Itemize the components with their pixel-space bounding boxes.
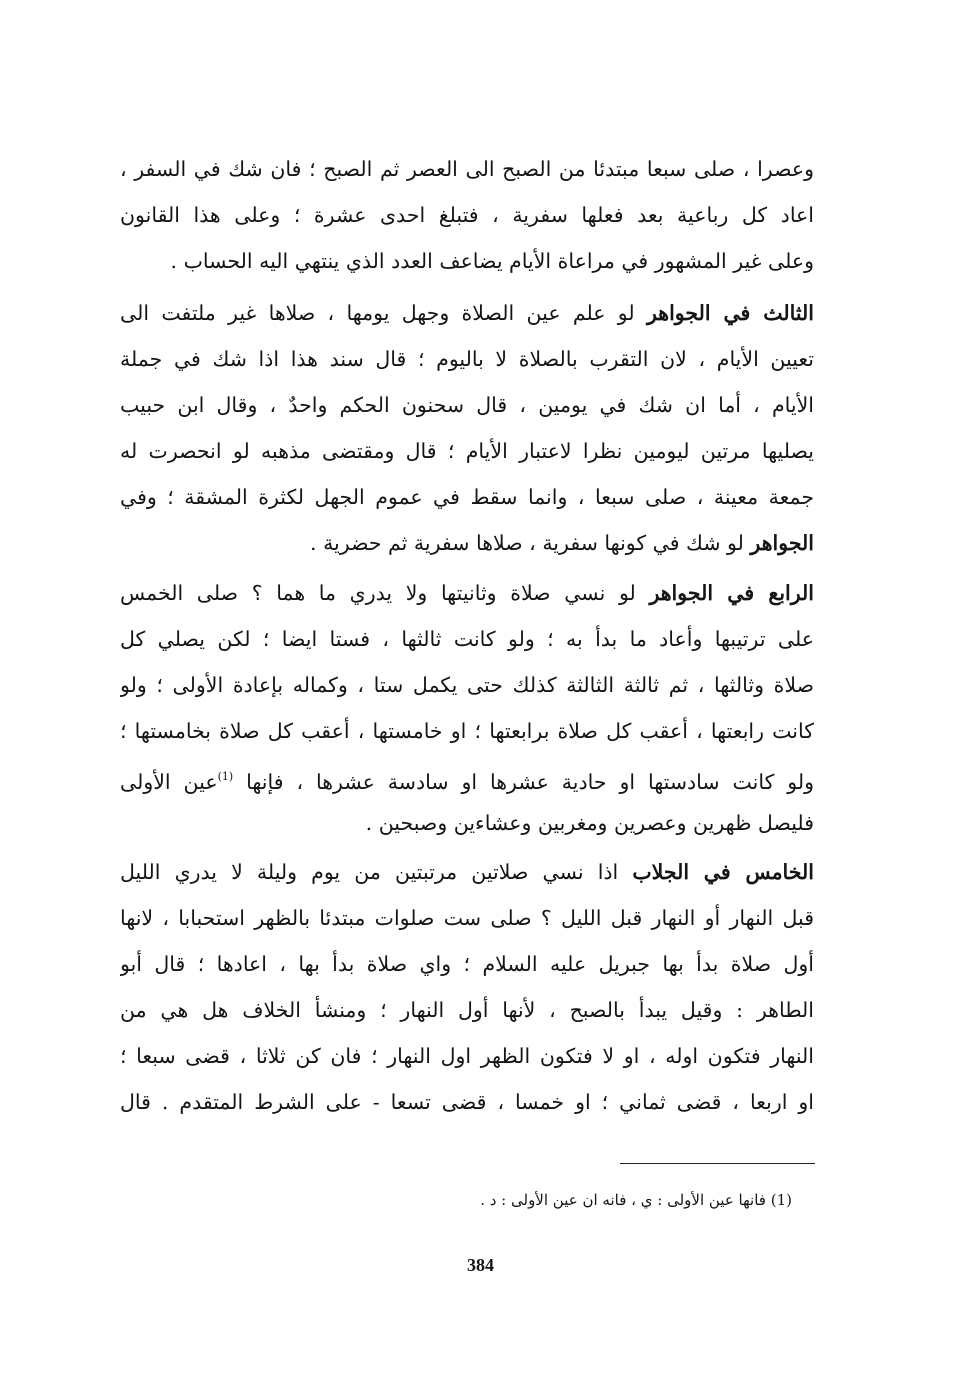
paragraph-heading: الخامس في الجلاب (632, 860, 814, 884)
text-line: أول صلاة بدأ بها جبريل عليه السلام ؛ واي صلاة بدأ بها ، اعادها ؛ قال أبو (120, 952, 814, 976)
text-line: فليصل ظهرين وعصرين ومغربين وعشاءين وصبحين . (365, 811, 814, 835)
text-line: قبل النهار أو النهار قبل الليل ؟ صلى ست صلوات مبتدئا بالظهر استحبابا ، لانها (120, 906, 814, 930)
text-line: تعيين الأيام ، لان التقرب بالصلاة لا باليوم ؛ قال سند هذا اذا شك في جملة (120, 347, 814, 371)
footnote-number: (1) (770, 1191, 792, 1209)
text-line: ولو كانت سادستها او حادية عشرها او سادسة عشرها ، فإنها $^{(1)}$عين الأولى (120, 770, 814, 794)
text-line: وعلى غير المشهور في مراعاة الأيام يضاعف العدد الذي ينتهي اليه الحساب . (170, 249, 814, 273)
text-line: صلاة وثالثها ، ثم ثالثة الثالثة كذلك حتى يكمل ستا ، وكماله بإعادة الأولى ؛ ولو (120, 673, 814, 697)
page-number: 384 (467, 1255, 494, 1275)
inline-heading: الجواهر (750, 531, 814, 555)
text-line: الجواهر لو شك في كونها سفرية ، صلاها سفرية ثم حضرية . (310, 531, 814, 555)
paragraph-heading: الرابع في الجواهر (649, 581, 814, 605)
footnote (300, 1185, 792, 1215)
footnote-text: فانها عين الأولى : ي ، فانه ان عين الأولى : د . (480, 1191, 766, 1209)
paragraph-heading: الثالث في الجواهر (646, 301, 814, 325)
footnote-reference[interactable]: (1) (217, 770, 234, 783)
text-line: الخامس في الجلاب اذا نسي صلاتين مرتبتين من يوم وليلة لا يدري الليل (120, 860, 814, 884)
paragraph-1 (120, 146, 814, 284)
text-line: او اربعا ، قضى ثماني ؛ او خمسا ، قضى تسعا - على الشرط المتقدم . قال (120, 1090, 814, 1114)
text-line: كانت رابعتها ، أعقب كل صلاة برابعتها ؛ او خامستها ، أعقب كل صلاة بخامستها ؛ (120, 719, 814, 743)
text-line: النهار فتكون اوله ، او لا فتكون الظهر اول النهار ؛ فان كن ثلاثا ، قضى سبعا ؛ (120, 1044, 814, 1068)
text-line: الأيام ، أما ان شك في يومين ، قال سحنون الحكم واحدٌ ، وقال ابن حبيب (120, 393, 814, 417)
text-line: جمعة معينة ، صلى سبعا ، وانما سقط في عموم الجهل لكثرة المشقة ؛ وفي (120, 485, 814, 509)
text-line: على ترتيبها وأعاد ما بدأ به ؛ ولو كانت ثالثها ، فستا ايضا ؛ لكن يصلي كل (120, 627, 814, 651)
footnote-separator (620, 1163, 815, 1164)
paragraph-3 (120, 570, 814, 846)
paragraph-4 (120, 849, 814, 1125)
text-line: وعصرا ، صلى سبعا مبتدئا من الصبح الى العصر ثم الصبح ؛ فان شك في السفر ، (120, 157, 814, 181)
text-line: الثالث في الجواهر لو علم عين الصلاة وجهل يومها ، صلاها غير ملتفت الى (120, 301, 814, 325)
text-line: الرابع في الجواهر لو نسي صلاة وثانيتها ولا يدري ما هما ؟ صلى الخمس (120, 581, 814, 605)
text-line: الطاهر : وقيل يبدأ بالصبح ، لأنها أول النهار ؛ ومنشأ الخلاف هل هي من (120, 998, 814, 1022)
paragraph-2 (120, 290, 814, 566)
text-line: يصليها مرتين ليومين نظرا لاعتبار الأيام ؛ قال ومقتضى مذهبه لو انحصرت له (120, 439, 814, 463)
text-line: اعاد كل رباعية بعد فعلها سفرية ، فتبلغ احدى عشرة ؛ وعلى هذا القانون (120, 203, 814, 227)
